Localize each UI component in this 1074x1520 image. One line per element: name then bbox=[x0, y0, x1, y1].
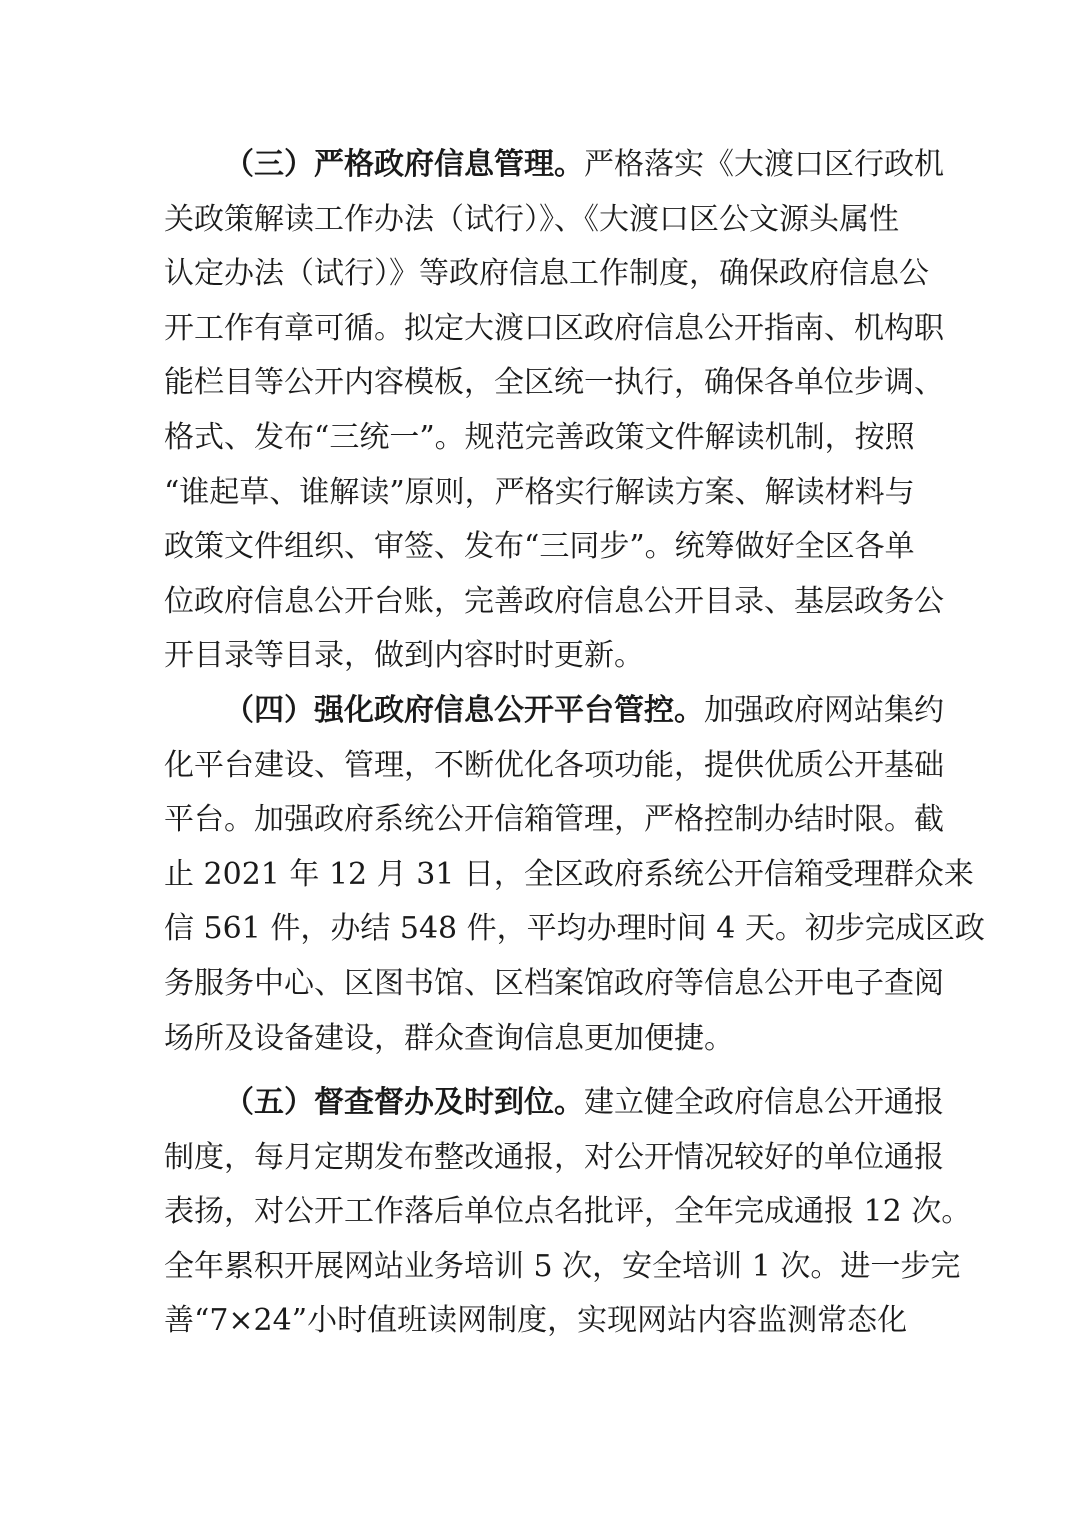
paragraph-four-line: 止 2021 年 12 月 31 日，全区政府系统公开信箱受理群众来 bbox=[164, 856, 974, 892]
paragraph-three-first-line bbox=[164, 138, 944, 193]
paragraph-five-first-text: 建立健全政府信息公开通报 bbox=[584, 1085, 944, 1121]
paragraph-three-line: “谁起草、谁解读”原则，严格实行解读方案、解读材料与 bbox=[164, 474, 915, 510]
paragraph-three-line: 政策文件组织、审签、发布“三同步”。统筹做好全区各单 bbox=[164, 529, 915, 565]
paragraph-three-line: 认定办法（试行）》等政府信息工作制度，确保政府信息公 bbox=[164, 256, 929, 292]
paragraph-three-first-text: 严格落实《大渡口区行政机 bbox=[584, 147, 944, 182]
paragraph-four-line: 场所及设备建设，群众查询信息更加便捷。 bbox=[164, 1020, 734, 1056]
paragraph-three-line: 开工作有章可循。拟定大渡口区政府信息公开指南、机构职 bbox=[164, 310, 944, 346]
paragraph-four-first-line bbox=[164, 684, 944, 739]
document-body bbox=[164, 138, 985, 1349]
paragraph-four-line: 化平台建设、管理，不断优化各项功能，提供优质公开基础 bbox=[164, 747, 944, 783]
paragraph-five-line: 全年累积开展网站业务培训 5 次，安全培训 1 次。进一步完 bbox=[164, 1248, 961, 1284]
paragraph-three-line: 位政府信息公开台账，完善政府信息公开目录、基层政务公 bbox=[164, 583, 944, 619]
paragraph-three-line: 格式、发布“三统一”。规范完善政策文件解读机制，按照 bbox=[164, 419, 915, 455]
paragraph-spacer bbox=[164, 1066, 924, 1076]
paragraph-five-first-line bbox=[164, 1076, 944, 1131]
paragraph-four-line: 平台。加强政府系统公开信箱管理，严格控制办结时限。截 bbox=[164, 802, 944, 838]
paragraph-three-line: 关政策解读工作办法（试行）》、《大渡口区公文源头属性 bbox=[164, 201, 899, 237]
paragraph-three-line: 能栏目等公开内容模板，全区统一执行，确保各单位步调、 bbox=[164, 365, 944, 401]
paragraph-four-heading: （四）强化政府信息公开平台管控。 bbox=[224, 692, 704, 728]
paragraph-five-heading: （五）督查督办及时到位。 bbox=[224, 1085, 584, 1121]
paragraph-three-heading: （三）严格政府信息管理。 bbox=[224, 147, 584, 182]
paragraph-four-first-text: 加强政府网站集约 bbox=[704, 692, 944, 728]
paragraph-five-line: 表扬，对公开工作落后单位点名批评，全年完成通报 12 次。 bbox=[164, 1194, 972, 1230]
paragraph-five-line: 制度，每月定期发布整改通报，对公开情况较好的单位通报 bbox=[164, 1139, 944, 1175]
paragraph-four-line: 信 561 件，办结 548 件，平均办理时间 4 天。初步完成区政 bbox=[164, 911, 985, 947]
paragraph-five-line: 善“7×24”小时值班读网制度，实现网站内容监测常态化 bbox=[164, 1303, 908, 1339]
paragraph-three-line: 开目录等目录，做到内容时时更新。 bbox=[164, 638, 644, 674]
paragraph-four-line: 务服务中心、区图书馆、区档案馆政府等信息公开电子查阅 bbox=[164, 965, 944, 1001]
